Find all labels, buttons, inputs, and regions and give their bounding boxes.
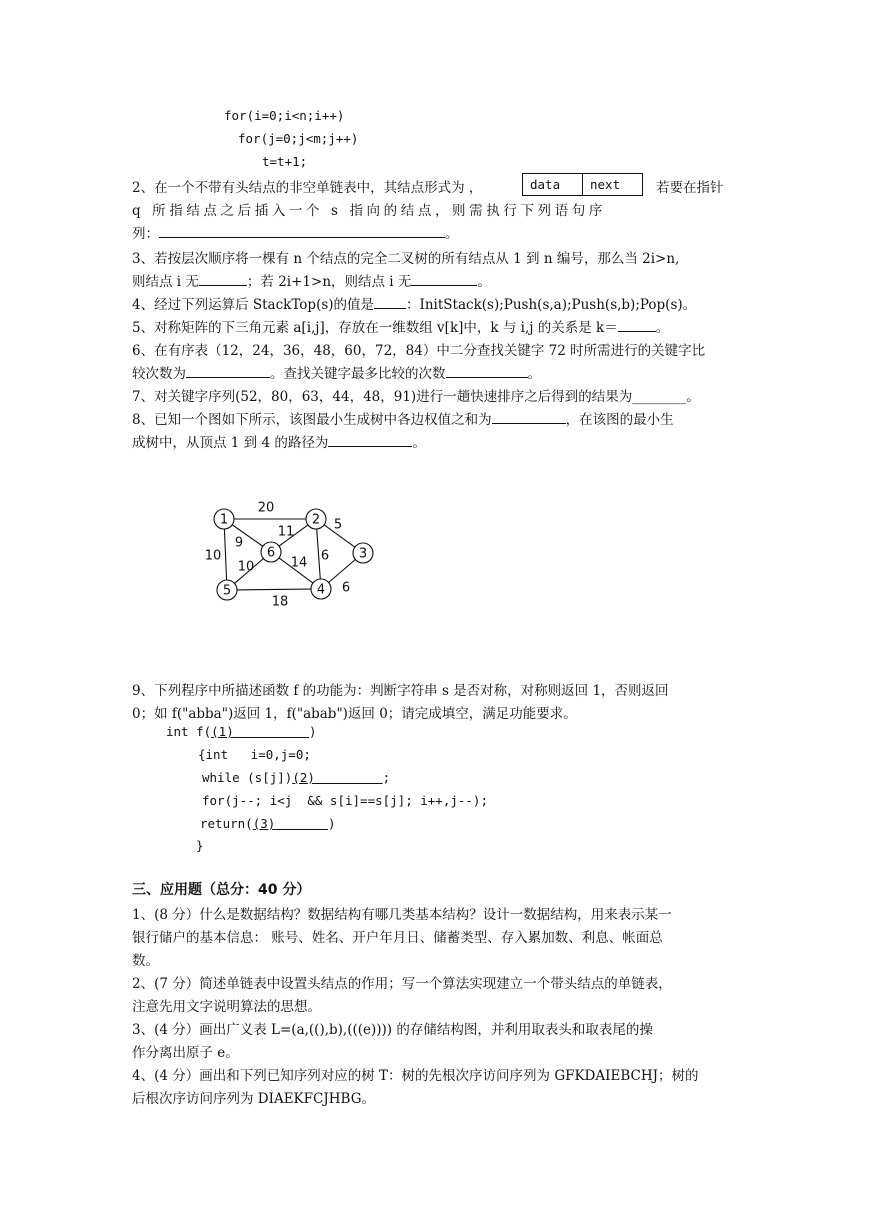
edge-1-5: [224, 529, 226, 580]
answer-blank[interactable]: [446, 363, 528, 378]
weighted-graph: [190, 490, 390, 610]
question-text: 3、(4 分）画出广义表 L=(a,((),b),(((e)))) 的存储结构图，并利用取表头和取表尾的操: [132, 1022, 653, 1038]
graph-node-2: [306, 509, 326, 529]
node-label: 6: [266, 545, 276, 561]
q2-text: 2、在一个不带有头结点的非空单链表中，其结点形式为 ，: [132, 180, 483, 196]
list-node-diagram: [522, 173, 643, 196]
node-label: 4: [316, 582, 326, 598]
q3-text: 3、若按层次顺序将一棵有 n 个结点的完全二叉树的所有结点从 1 到 n 编号，那么当 2i>n,: [132, 251, 680, 267]
edge-weight: 20: [257, 500, 275, 516]
edge-weight: 14: [290, 555, 308, 571]
q2-text: q 所指结点之后插入一个 s 指向的结点，则需执行下列语句序: [132, 203, 606, 219]
graph-node-4: [311, 579, 331, 599]
graph-node-6: [261, 542, 281, 562]
node-label: 1: [219, 512, 229, 528]
code-line: t=t+1;: [262, 154, 308, 169]
answer-blank[interactable]: [618, 317, 656, 332]
q7-line: 7、对关键字序列(52，80，63，44，48，91)进行一趟快速排序之后得到的结果为________。: [132, 389, 700, 405]
answer-blank[interactable]: [186, 363, 270, 378]
answer-blank[interactable]: [159, 223, 445, 238]
edge-2-4: [317, 529, 321, 579]
q2-text: 若要在指针: [656, 180, 724, 196]
q9-text: 0；如 f("abba")返回 1，f("abab")返回 0；请完成填空，满足功能要求。: [132, 706, 577, 722]
question-text: 数。: [132, 953, 159, 969]
edge-weight: 6: [320, 548, 330, 564]
q8-line: 成树中，从顶点 1 到 4 的路径为 。: [132, 431, 426, 451]
code-line: for(i=0;i<n;i++): [224, 108, 345, 123]
code-line: for(j--; i<j && s[i]==s[j]; i++,j--);: [202, 793, 488, 808]
answer-blank[interactable]: [374, 294, 406, 309]
question-text: 银行储户的基本信息： 账号、姓名、开户年月日、储蓄类型、存入累加数、利息、帐面总: [132, 930, 663, 946]
edge-weight: 10: [237, 559, 255, 575]
question-text: 4、(4 分）画出和下列已知序列对应的树 T：树的先根次序访问序列为 GFKDAIEBCHJ；树的: [132, 1068, 699, 1084]
blank-1[interactable]: (1): [211, 724, 234, 739]
edge-weight: 6: [341, 580, 351, 596]
question-text: 1、(8 分）什么是数据结构？数据结构有哪几类基本结构？设计一数据结构，用来表示某一: [132, 907, 672, 923]
answer-blank[interactable]: [328, 432, 412, 447]
question-text: 后根次序访问序列为 DIAEKFCJHBG。: [132, 1091, 375, 1107]
code-line: int f((1) ): [166, 724, 317, 739]
graph-node-1: [214, 509, 234, 529]
node-label: 3: [358, 546, 368, 562]
q4-line: 4、经过下列运算后 StackTop(s)的值是 ：InitStack(s);Push(s,a);Push(s,b);Pop(s)。: [132, 293, 696, 313]
q6-text: 6、在有序表（12，24，36，48，60，72，84）中二分查找关键字 72 时所需进行的关键字比: [132, 343, 706, 359]
edge-weight: 11: [277, 524, 295, 540]
edge-weight: 18: [271, 594, 289, 610]
q8-line: 8、已知一个图如下所示，该图最小生成树中各边权值之和为 ，在该图的最小生: [132, 408, 674, 428]
blank-3[interactable]: (3): [252, 816, 276, 831]
code-line: }: [196, 838, 204, 853]
code-line: while (s[j])(2) ;: [202, 770, 391, 785]
code-line: return((3) ): [200, 816, 336, 831]
node-data-cell: data: [523, 174, 583, 195]
graph-node-5: [217, 580, 237, 600]
graph-node-3: [353, 543, 373, 563]
q6-answer-line: 较次数为 。查找关键字最多比较的次数 。: [132, 362, 541, 382]
answer-blank[interactable]: [492, 409, 566, 424]
code-line: {int i=0,j=0;: [198, 747, 311, 762]
answer-blank[interactable]: [411, 271, 477, 286]
node-label: 2: [311, 512, 321, 528]
answer-blank[interactable]: [199, 271, 247, 286]
edge-3-4: [329, 560, 356, 583]
node-next-cell: next: [590, 177, 621, 192]
question-text: 2、(7 分）简述单链表中设置头结点的作用；写一个算法实现建立一个带头结点的单链表，: [132, 976, 672, 992]
q2-answer-line: 列： 。: [132, 222, 459, 242]
q9-text: 9、下列程序中所描述函数 f 的功能为：判断字符串 s 是否对称，对称则返回 1，否则返回: [132, 683, 669, 699]
code-line: for(j=0;j<m;j++): [238, 131, 359, 146]
edge-weight: 10: [204, 548, 222, 564]
section-heading: 三、应用题（总分：40 分）: [132, 882, 311, 898]
blank-2[interactable]: (2): [292, 770, 315, 785]
edge-weight: 9: [234, 535, 244, 551]
question-text: 注意先用文字说明算法的思想。: [132, 999, 321, 1015]
node-label: 5: [222, 583, 232, 599]
question-text: 作分离出原子 e。: [132, 1045, 239, 1061]
q5-line: 5、对称矩阵的下三角元素 a[i,j]，存放在一维数组 v[k]中，k 与 i,j 的关系是 k＝ 。: [132, 316, 669, 336]
q3-answer-line: 则结点 i 无 ；若 2i+1>n，则结点 i 无 。: [132, 270, 491, 290]
edge-5-4: [237, 589, 311, 590]
edge-weight: 5: [333, 517, 343, 533]
